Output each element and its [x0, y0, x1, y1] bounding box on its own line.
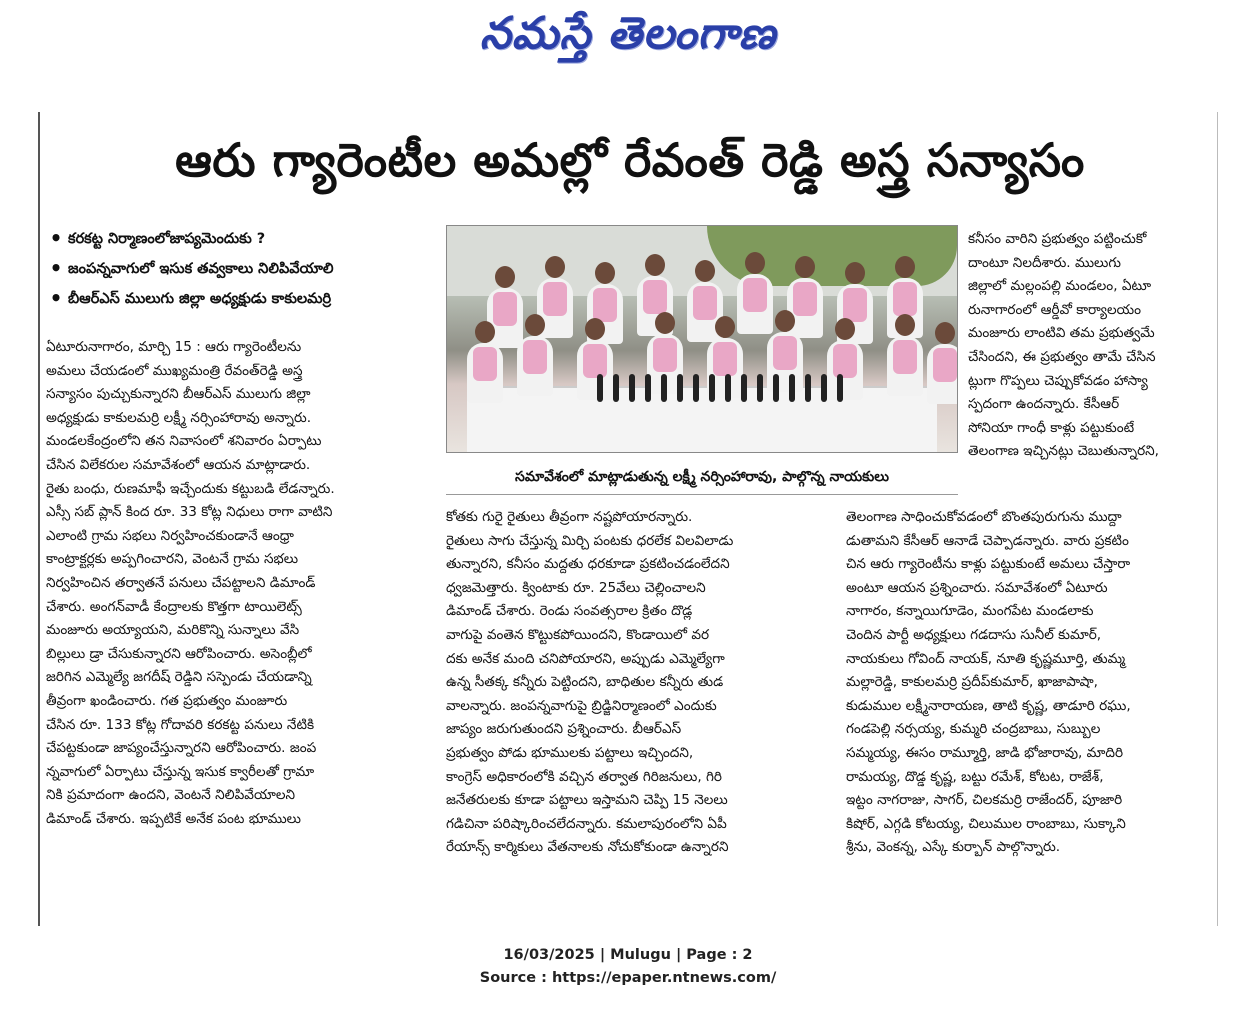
- microphone: [757, 374, 763, 402]
- article-text-line: దకు అనేక మంది చనిపోయారని, అప్పుడు ఎమ్మెల్యేగా: [446, 650, 725, 667]
- article-text-line: జాప్యం జరుగుతుందని ప్రశ్నించారు. బీఆర్ఎస్: [446, 721, 682, 738]
- article-text-line: వాలన్నారు. జంపన్నవాగుపై బ్రిడ్జినిర్మాణంలో ఎందుకు: [446, 697, 717, 714]
- person-head: [715, 316, 735, 338]
- person-head: [895, 314, 915, 336]
- article-text-line: జిల్లాలో మల్లంపల్లి మండలం, ఏటూ: [968, 278, 1152, 295]
- article-text-line: న్నవాగులో ఏర్పాటు చేస్తున్న ఇసుక క్వారీలతో గ్రామా: [46, 763, 315, 780]
- highlight-bullet: • కరకట్ట నిర్మాణంలోజాప్యమెందుకు ?: [49, 226, 266, 250]
- microphone: [661, 374, 667, 402]
- highlight-bullets: [44, 224, 434, 314]
- microphone: [741, 374, 747, 402]
- article-text-line: ప్రభుత్వం పోడు భూములకు పట్టాలు ఇచ్చిందని,: [446, 744, 694, 761]
- microphone: [805, 374, 811, 402]
- microphone: [725, 374, 731, 402]
- article-text-line: నాగారం, కన్నాయిగూడెం, మంగపేట మండలాకు: [846, 603, 1094, 620]
- person-head: [895, 256, 915, 278]
- article-text-line: ఎస్సీ సబ్ ప్లాన్ కింద రూ. 33 కోట్ల నిధులు రాగా వాటిని: [46, 504, 333, 521]
- article-column-1: [46, 336, 436, 831]
- article-text-line: తెలంగాణ సాధించుకోవడంలో బొంతపురుగును ముద్దా: [846, 509, 1122, 525]
- article-text-line: రేయాన్స్ కార్మికులు వేతనాలకు నోచుకోకుండా ఉన్నారని: [446, 839, 729, 856]
- article-text-line: సమ్మయ్య, ఈసం రామ్మూర్తి, జాడి భోజారావు, మాదిరి: [846, 744, 1124, 761]
- article-text-line: అమలు చేయడంలో ముఖ్యమంత్రి రేవంత్‌రెడ్డి అస్త్ర: [46, 362, 303, 379]
- article-text-line: తున్నారని, కనీసం మద్దతు ధరకూడా ప్రకటించడంలేదని: [446, 556, 730, 573]
- article-text-line: కనీసం వారిని ప్రభుత్వం పట్టించుకో: [968, 231, 1147, 247]
- pink-scarf: [843, 288, 867, 322]
- article-text-line: తెలంగాణ ఇచ్చినట్లు చెబుతున్నారని,: [968, 443, 1159, 460]
- person-head: [545, 256, 565, 278]
- article-text-line: అధ్యక్షుడు కాకులమర్రి లక్ష్మీ నర్సింహారావు అన్నారు.: [46, 409, 312, 426]
- article-text-line: మంజూరు లాంటివి తమ ప్రభుత్వమే: [968, 325, 1155, 342]
- article-text-line: సన్యాసం పుచ్చుకున్నారని బీఆర్ఎస్ ములుగు జిల్లా: [46, 386, 311, 403]
- person-head: [495, 266, 515, 288]
- microphone: [693, 374, 699, 402]
- person-head: [655, 312, 675, 334]
- pink-scarf: [593, 288, 617, 322]
- article-text-line: కిషోర్, ఎగ్గడి కోటయ్య, చిలుముల రాంబాబు, సుక్కాని: [846, 815, 1126, 832]
- microphone: [597, 374, 603, 402]
- article-text-line: ట్లుగా గొప్పలు చెప్పుకోవడం హాస్యా: [968, 372, 1148, 389]
- person-head: [645, 254, 665, 276]
- article-text-line: తీవ్రంగా ఖండించారు. గత ప్రభుత్వం మంజూరు: [46, 692, 288, 709]
- pink-scarf: [523, 340, 547, 374]
- photo-caption: సమావేశంలో మాట్లాడుతున్న లక్ష్మీ నర్సింహారావు, పాల్గొన్న నాయకులు: [515, 469, 889, 485]
- person-head: [585, 318, 605, 340]
- article-text-line: అంటూ ఆయన ప్రశ్నించారు. సమావేశంలో ఏటూరు: [846, 579, 1108, 596]
- pink-scarf: [493, 292, 517, 326]
- pink-scarf: [893, 340, 917, 374]
- microphone: [677, 374, 683, 402]
- pink-scarf: [473, 347, 497, 381]
- article-text-line: చేసిన రూ. 133 కోట్ల గోదావరి కరకట్ట పనులు నేటికి: [46, 716, 315, 733]
- microphone: [773, 374, 779, 402]
- article-text-line: సోనియా గాంధీ కాళ్లు పట్టుకుంటే: [968, 419, 1135, 436]
- article-text-line: బిల్లులు డ్రా చేసుకున్నారని ఆరోపించారు. అసెంబ్లీలో: [46, 645, 312, 662]
- article-text-line: ఏటూరునాగారం, మార్చి 15 : ఆరు గ్యారెంటీలను: [46, 339, 302, 355]
- microphone: [821, 374, 827, 402]
- article-column-3: [846, 506, 1218, 860]
- article-text-line: చేపట్టకుండా జాప్యంచేస్తున్నారని ఆరోపించారు. జంప: [46, 740, 317, 757]
- article-text-line: చేశారు. అంగన్‌వాడీ కేంద్రాలకు కొత్తగా టాయిలెట్స్: [46, 598, 302, 615]
- newspaper-masthead: నమస్తే తెలంగాణ: [479, 8, 777, 59]
- person-head: [475, 321, 495, 343]
- person-head: [795, 256, 815, 278]
- article-text-line: గండపెల్లి నర్సయ్య, కుమ్మరి చంద్రబాబు, సుబ్బుల: [846, 721, 1101, 738]
- article-text-line: చెందిన పార్టీ అధ్యక్షులు గడదాసు సునీల్ కుమార్,: [846, 626, 1102, 643]
- article-text-line: జనేతరులకు కూడా పట్టాలు ఇస్తామని చెప్పి 15 నెలలు: [446, 792, 728, 809]
- edition-info: 16/03/2025 | Mulugu | Page : 2: [503, 947, 753, 963]
- article-text-line: ధ్వజమెత్తారు. క్వింటాకు రూ. 25వేలు చెల్లించాలని: [446, 579, 706, 596]
- article-text-line: రునాగారంలో ఆర్డీవో కార్యాలయం: [968, 301, 1141, 318]
- person-head: [775, 310, 795, 332]
- article-text-line: ఉన్న సీతక్క కన్నీరు పెట్టిందని, బాధితుల కన్నీరు తుడ: [446, 674, 724, 691]
- pink-scarf: [653, 338, 677, 372]
- article-text-line: కాంట్రాక్టర్లకు అప్పగించారని, వెంటనే గ్రామ సభలు: [46, 551, 299, 568]
- article-text-line: కోతకు గురై రైతులు తీవ్రంగా నష్టపోయారన్నారు.: [446, 509, 693, 525]
- article-text-line: చిన ఆరు గ్యారెంటీను కాళ్లు పట్టుకుంటే అమలు చేస్తారా: [846, 556, 1131, 573]
- article-text-line: మల్లారెడ్డి, కాకులమర్రి ప్రదీప్‌కుమార్, ఖాజాపాషా,: [846, 674, 1099, 691]
- article-text-line: నికి ప్రమాదంగా ఉందని, వెంటనే నిలిపివేయాలని: [46, 787, 296, 804]
- caption-divider: [446, 494, 958, 495]
- pink-scarf: [693, 286, 717, 320]
- person-head: [595, 262, 615, 284]
- person-head: [745, 252, 765, 274]
- person-head: [835, 318, 855, 340]
- pink-scarf: [933, 348, 957, 382]
- microphone: [709, 374, 715, 402]
- article-text-line: నాయకులు గోవింద్ నాయక్, నూతి కృష్ణమూర్తి, తుమ్మ: [846, 650, 1126, 667]
- article-text-line: రామయ్య, దొడ్డ కృష్ణ, బట్టు రమేశ్, కోటట, రాజేశ్,: [846, 768, 1104, 785]
- page-footer: [0, 944, 1256, 990]
- article-text-line: డిమాండ్ చేశారు. ఇప్పటికే అనేక పంట భూములు: [46, 810, 302, 827]
- article-text-line: రైతు బంధు, రుణమాఫీ ఇచ్చేందుకు కట్టుబడి లేడన్నారు.: [46, 480, 335, 497]
- pink-scarf: [743, 278, 767, 312]
- article-text-line: డుతామని కేసీఆర్ ఆనాడే చెప్పాడన్నారు. వారు ప్రకటిం: [846, 532, 1129, 549]
- pink-scarf: [543, 282, 567, 316]
- pink-scarf: [773, 336, 797, 370]
- article-text-line: గడిచినా పరిష్కారించలేదన్నారు. కమలాపురంలోని ఏపీ: [446, 815, 727, 832]
- highlight-bullet: • బీఆర్ఎస్ ములుగు జిల్లా అధ్యక్షుడు కాకులమర్రి: [49, 286, 332, 310]
- microphone: [629, 374, 635, 402]
- microphone: [789, 374, 795, 402]
- news-clipping: [38, 112, 1218, 926]
- article-headline: ఆరు గ్యారెంటీల అమల్లో రేవంత్ రెడ్డి అస్త్ర సన్యాసం: [175, 133, 1085, 187]
- article-text-line: స్పదంగా ఉందన్నారు. కేసీఆర్: [968, 396, 1120, 413]
- article-text-line: ఇట్టం నాగరాజు, సాగర్, చిలకమర్రి రాజేందర్, పూజారి: [846, 792, 1123, 809]
- pink-scarf: [583, 344, 607, 378]
- article-text-line: కుడుముల లక్ష్మీనారాయణ, తాటి కృష్ణ, తాడూరి రఘు,: [846, 697, 1131, 714]
- article-text-line: మండలకేంద్రంలోని తన నివాసంలో శనివారం ఏర్పాటు: [46, 433, 322, 450]
- pink-scarf: [833, 344, 857, 378]
- press-meet-photo: [446, 225, 958, 453]
- person-head: [525, 314, 545, 336]
- article-text-line: శ్రీను, వెంకన్న, ఎస్కే కుర్బాన్ పాల్గొన్నారు.: [846, 839, 1061, 856]
- microphone: [837, 374, 843, 402]
- pink-scarf: [643, 280, 667, 314]
- microphone: [645, 374, 651, 402]
- pink-scarf: [713, 342, 737, 376]
- source-link: Source : https://epaper.ntnews.com/: [479, 970, 777, 986]
- article-column-3-top: [968, 228, 1218, 464]
- person-head: [845, 262, 865, 284]
- microphone: [613, 374, 619, 402]
- article-text-line: చేసిందని, ఈ ప్రభుత్వం తామే చేసిన: [968, 348, 1156, 365]
- article-text-line: ఎలాంటి గ్రామ సభలు నిర్వహించకుండానే ఆంధ్రా: [46, 527, 294, 544]
- article-text-line: జరిగిన ఎమ్మెల్యే జగదీష్ రెడ్డిని సస్పెండు చేయడాన్ని: [46, 669, 312, 686]
- article-text-line: చేసిన విలేకరుల సమావేశంలో ఆయన మాట్లాడారు.: [46, 456, 311, 473]
- article-text-line: కాంగ్రెస్ అధికారంలోకి వచ్చిన తర్వాత గిరిజనులు, గిరి: [446, 768, 722, 785]
- article-text-line: దాంటూ నిలదీశారు. ములుగు: [968, 254, 1122, 271]
- article-text-line: డిమాండ్ చేశారు. రెండు సంవత్సరాల క్రితం దొడ్ల: [446, 603, 693, 620]
- person-head: [695, 260, 715, 282]
- article-column-2: [446, 506, 832, 860]
- article-text-line: వాగుపై వంతెన కొట్టుకపోయిందని, కొండాయిలో వర: [446, 626, 710, 643]
- pink-scarf: [893, 282, 917, 316]
- article-text-line: రైతులు సాగు చేస్తున్న మిర్చి పంటకు ధరలేక విలవిలాడు: [446, 532, 734, 549]
- pink-scarf: [793, 282, 817, 316]
- article-text-line: మంజూరు అయ్యాయని, మరికొన్ని సున్నాలు వేసి: [46, 622, 300, 639]
- person-head: [935, 322, 955, 344]
- highlight-bullet: • జంపన్నవాగులో ఇసుక తవ్వకాలు నిలిపివేయాలి: [49, 256, 334, 280]
- article-text-line: నిర్వహించిన తర్వాతనే పనులు చేపట్టాలని డిమాండ్: [46, 574, 316, 591]
